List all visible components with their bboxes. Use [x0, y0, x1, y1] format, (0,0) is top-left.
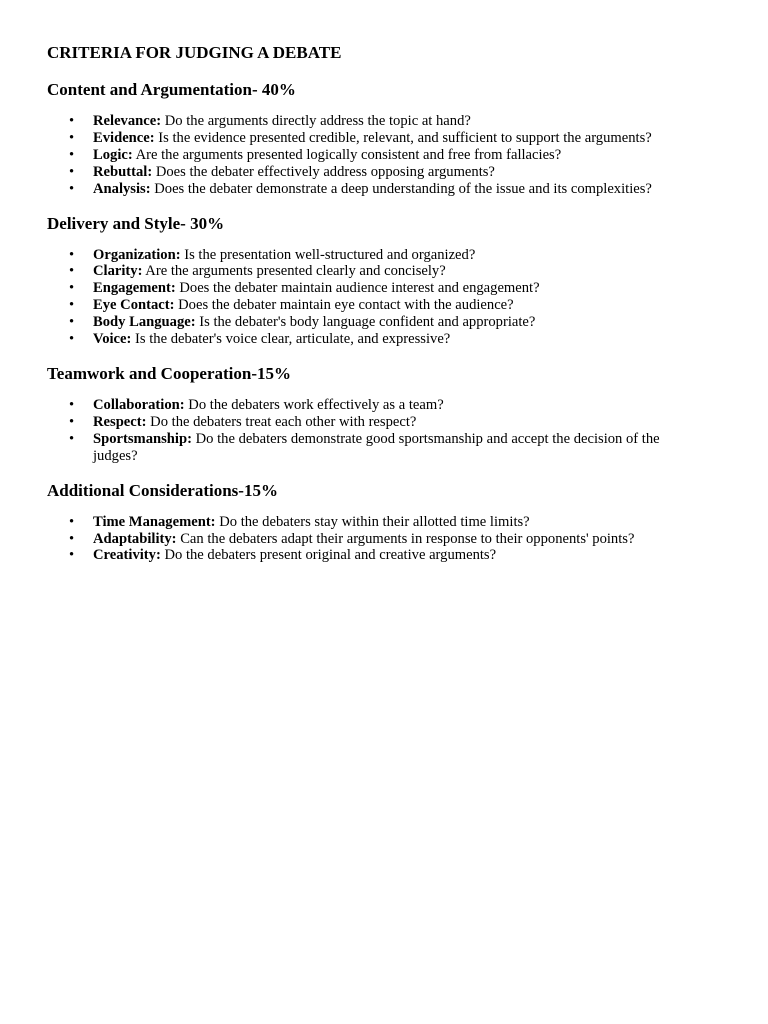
criteria-item: [47, 397, 707, 414]
bullet-icon: •: [69, 180, 75, 197]
criteria-term: Evidence:: [93, 129, 155, 146]
bullet-icon: •: [69, 146, 75, 163]
document-page: [47, 42, 707, 564]
criteria-term: Clarity:: [93, 263, 143, 280]
criteria-item: [47, 414, 707, 431]
criteria-description: Are the arguments presented logically consistent and free from fallacies?: [135, 146, 562, 163]
criteria-term: Body Language:: [93, 314, 196, 331]
criteria-item: [47, 314, 707, 331]
criteria-item: [47, 547, 707, 564]
criteria-description: Do the debaters work effectively as a team?: [188, 396, 444, 413]
criteria-description: Does the debater maintain eye contact with the audience?: [178, 297, 514, 314]
section-heading: Delivery and Style- 30%: [47, 213, 225, 233]
criteria-term: Analysis:: [93, 180, 151, 197]
criteria-description: Is the debater's voice clear, articulate, and expressive?: [135, 331, 451, 348]
bullet-icon: •: [69, 530, 75, 547]
criteria-item: [47, 263, 707, 280]
sections-container: [47, 79, 707, 564]
criteria-item: [47, 147, 707, 164]
criteria-term: Sportsmanship:: [93, 430, 192, 447]
criteria-term: Eye Contact:: [93, 297, 175, 314]
criteria-term: Respect:: [93, 413, 147, 430]
criteria-description: Are the arguments presented clearly and concisely?: [145, 263, 446, 280]
criteria-description: Can the debaters adapt their arguments in response to their opponents' points?: [180, 530, 635, 547]
document-title: CRITERIA FOR JUDGING A DEBATE: [47, 43, 342, 62]
criteria-section: [47, 363, 707, 465]
criteria-term: Voice:: [93, 331, 132, 348]
criteria-description: Do the arguments directly address the topic at hand?: [164, 113, 471, 129]
criteria-description: Is the presentation well-structured and organized?: [184, 246, 476, 263]
criteria-item: [47, 431, 707, 465]
criteria-item: [47, 130, 707, 147]
criteria-description: Does the debater demonstrate a deep understanding of the issue and its complexities?: [154, 180, 652, 197]
bullet-icon: •: [69, 280, 75, 297]
criteria-description: Does the debater effectively address opposing arguments?: [155, 163, 495, 180]
criteria-list: [47, 514, 707, 565]
bullet-icon: •: [69, 331, 75, 348]
bullet-icon: •: [69, 547, 75, 564]
criteria-item: [47, 181, 707, 198]
bullet-icon: •: [69, 413, 75, 430]
criteria-list: [47, 397, 707, 465]
criteria-item: [47, 531, 707, 548]
criteria-item: [47, 280, 707, 297]
section-heading: Teamwork and Cooperation-15%: [47, 363, 291, 383]
criteria-section: [47, 480, 707, 565]
criteria-description: Do the debaters treat each other with respect?: [150, 413, 417, 430]
bullet-icon: •: [69, 513, 75, 530]
bullet-icon: •: [69, 314, 75, 331]
criteria-section: [47, 213, 707, 348]
bullet-icon: •: [69, 246, 75, 263]
criteria-description: Do the debaters present original and creative arguments?: [164, 547, 497, 564]
criteria-description: Do the debaters demonstrate good sportsmanship and accept the decision of the judges?: [93, 430, 660, 464]
criteria-list: [47, 247, 707, 348]
bullet-icon: •: [69, 163, 75, 180]
bullet-icon: •: [69, 430, 75, 447]
criteria-description: Does the debater maintain audience interest and engagement?: [179, 280, 540, 297]
bullet-icon: •: [69, 113, 75, 129]
criteria-list: [47, 113, 707, 198]
criteria-term: Engagement:: [93, 280, 176, 297]
criteria-term: Logic:: [93, 146, 133, 163]
section-heading: Content and Argumentation- 40%: [47, 80, 296, 99]
criteria-term: Collaboration:: [93, 396, 185, 413]
criteria-item: [47, 331, 707, 348]
criteria-item: [47, 514, 707, 531]
section-heading: Additional Considerations-15%: [47, 480, 278, 500]
criteria-term: Relevance:: [93, 113, 162, 129]
criteria-item: [47, 164, 707, 181]
criteria-description: Is the debater's body language confident and appropriate?: [199, 314, 536, 331]
criteria-description: Is the evidence presented credible, relevant, and sufficient to support the arguments?: [158, 129, 652, 146]
criteria-section: [47, 79, 707, 198]
criteria-item: [47, 113, 707, 130]
bullet-icon: •: [69, 129, 75, 146]
criteria-description: Do the debaters stay within their allotted time limits?: [219, 513, 530, 530]
criteria-term: Creativity:: [93, 547, 161, 564]
criteria-term: Rebuttal:: [93, 163, 153, 180]
bullet-icon: •: [69, 297, 75, 314]
bullet-icon: •: [69, 263, 75, 280]
criteria-term: Organization:: [93, 246, 181, 263]
criteria-term: Time Management:: [93, 513, 216, 530]
criteria-item: [47, 247, 707, 264]
criteria-term: Adaptability:: [93, 530, 177, 547]
bullet-icon: •: [69, 396, 75, 413]
criteria-item: [47, 297, 707, 314]
